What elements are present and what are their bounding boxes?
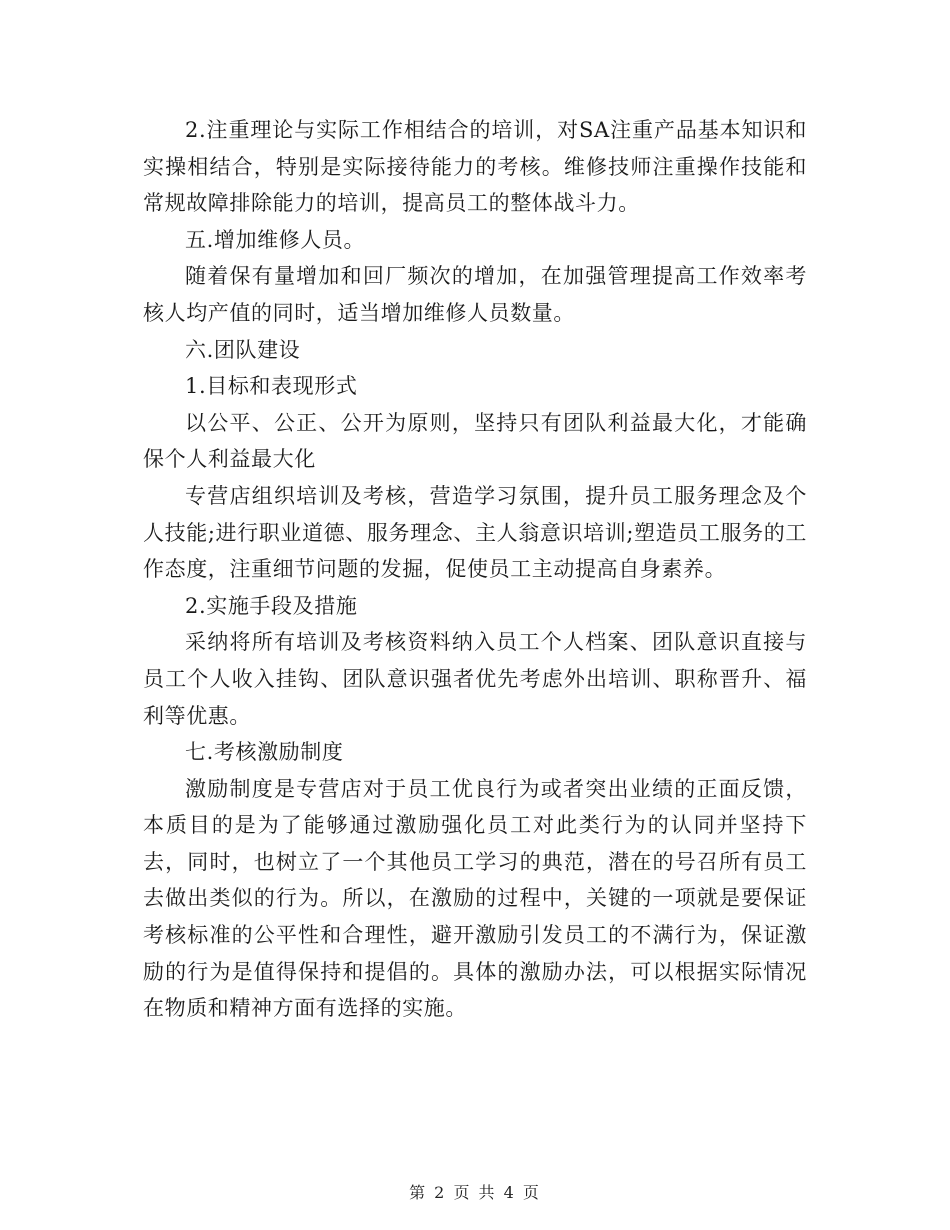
subheading-goals-forms: 1.目标和表现形式: [185, 374, 358, 399]
heading-team-building: 六.团队建设: [185, 337, 301, 362]
paragraph-measures: 采纳将所有培训及考核资料纳入员工个人档案、团队意识直接与员工个人收入挂钩、团队意识强者优先考虑外出培训、职称晋升、福利等优惠。: [143, 630, 807, 728]
paragraph-training-theory-practice: 2.注重理论与实际工作相结合的培训，对SA注重产品基本知识和实操相结合，特别是实际接待能力的考核。维修技师注重操作技能和常规故障排除能力的培训，提高员工的整体战斗力。: [143, 118, 807, 216]
heading-incentive-system: 七.考核激励制度: [185, 740, 344, 765]
subheading-measures: 2.实施手段及措施: [185, 593, 358, 618]
paragraph-add-repair-staff: 随着保有量增加和回厂频次的增加，在加强管理提高工作效率考核人均产值的同时，适当增加维修人员数量。: [143, 264, 807, 325]
page-number-footer: 第 2 页 共 4 页: [409, 1183, 541, 1202]
document-body: [143, 112, 807, 1027]
paragraph-principles: 以公平、公正、公开为原则，坚持只有团队利益最大化，才能确保个人利益最大化: [143, 410, 807, 472]
paragraph-incentive-system: 激励制度是专营店对于员工优良行为或者突出业绩的正面反馈，本质目的是为了能够通过激励强化员工对此类行为的认同并坚持下去，同时，也树立了一个其他员工学习的典范，潜在的号召所有员工去做出类似的行为。所以，在激励的过程中，关键的一项就是要保证考核标准的公平性和合理性，避开激励引发员工的不满行为，保证激励的行为是值得保持和提倡的。具体的激励办法，可以根据实际情况在物质和精神方面有选择的实施。: [143, 776, 807, 1021]
paragraph-store-training: 专营店组织培训及考核，营造学习氛围，提升员工服务理念及个人技能;进行职业道德、服务理念、主人翁意识培训;塑造员工服务的工作态度，注重细节问题的发掘，促使员工主动提高自身素养。: [143, 483, 807, 582]
heading-add-repair-staff: 五.增加维修人员。: [185, 227, 366, 252]
